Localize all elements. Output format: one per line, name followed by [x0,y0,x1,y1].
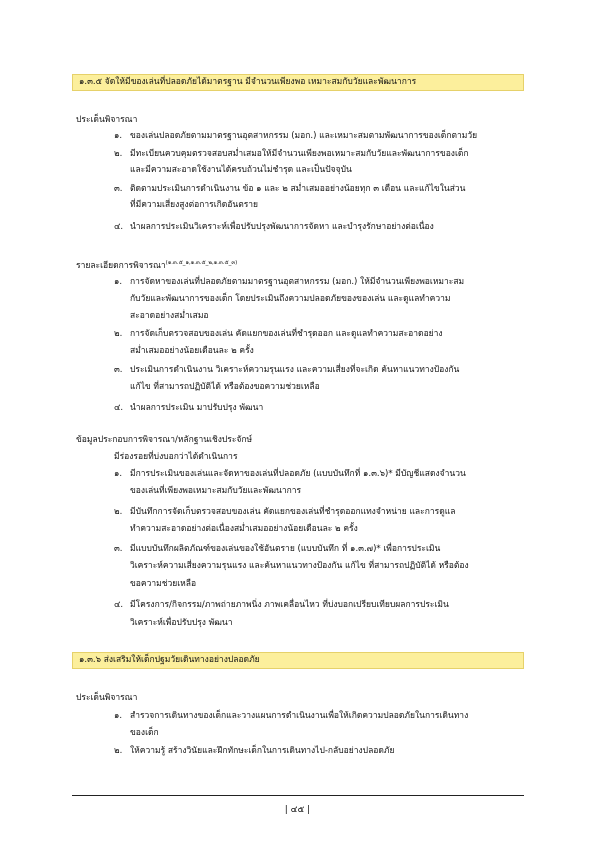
list-item-text: ติดตามประเมินการดำเนินงาน ข้อ ๑ และ ๒ สม่ำเสมออย่างน้อยทุก ๓ เดือน และแก้ไขในส่วน [130,184,466,194]
list-item-text: แก้ไข ที่สามารถปฏิบัติได้ หรือต้องขอความช่วยเหลือ [130,382,320,392]
list-item-text: สำรวจการเดินทางของเด็กและวางแผนการดำเนินงานเพื่อให้เกิดความปลอดภัยในการเดินทาง [130,711,469,721]
list-item-number: ๑. [114,131,123,141]
list-item-number: ๔. [114,600,124,610]
section-title-considerations: ประเด็นพิจารณา [76,115,138,125]
section-subtitle: มีร่องรอยที่บ่งบอกว่าได้ดำเนินการ [114,452,238,462]
list-item-text: ให้ความรู้ สร้างวินัยและฝึกทักษะเด็กในการเดินทางไป-กลับอย่างปลอดภัย [130,746,395,756]
list-item-text: นำผลการประเมินวิเคราะห์เพื่อปรับปรุงพัฒนาการจัดหา และบำรุงรักษาอย่างต่อเนื่อง [130,222,434,232]
list-item-text: และมีความสะอาดใช้งานได้ครบถ้วนไม่ชำรุด และเป็นปัจจุบัน [130,165,352,175]
list-item-text: มีบันทึกการจัดเก็บตรวจสอบของเล่น คัดแยกของเล่นที่ชำรุดออกแทงจำหน่าย และการดูแล [130,507,456,517]
section-title-evidence: ข้อมูลประกอบการพิจารณา/หลักฐานเชิงประจักษ์ [76,435,253,445]
reference-superscript: (๑.๓.๕_๑,๑.๓.๕_๒,๑.๓.๕_๓) [165,260,238,266]
list-item-number: ๑. [114,469,123,479]
list-item-text: มีแบบบันทึกผลิตภัณฑ์ของเล่นของใช้อันตราย (แบบบันทึก ที่ ๑.๓.๗)* เพื่อการประเมิน [130,544,441,554]
list-item-number: ๓. [114,544,123,554]
list-item-number: ๑. [114,711,123,721]
section-title-details [76,257,237,272]
list-item-text: มีการประเมินของเล่นและจัดหาของเล่นที่ปลอดภัย (แบบบันทึกที่ ๑.๓.๖)* มีบัญชีแสดงจำนวน [130,469,466,479]
section-header-1-3-5: ๑.๓.๕ จัดให้มีของเล่นที่ปลอดภัยได้มาตรฐาน มีจำนวนเพียงพอ เหมาะสมกับวัยและพัฒนาการ [72,74,524,91]
list-item-number: ๑. [114,277,123,287]
list-item-number: ๓. [114,365,123,375]
list-item-text: วิเคราะห์เพื่อปรับปรุง พัฒนา [130,618,233,628]
list-item-text: การจัดหาของเล่นที่ปลอดภัยตามมาตรฐานอุตสาหกรรม (มอก.) ให้มีจำนวนเพียงพอเหมาะสม [130,277,465,287]
list-item-number: ๒. [114,746,123,756]
list-item-number: ๔. [114,403,124,413]
footer-divider [72,795,524,796]
list-item-text: ขอความช่วยเหลือ [130,579,197,589]
section-title-considerations: ประเด็นพิจารณา [76,693,138,703]
list-item-text: ที่มีความเสี่ยงสูงต่อการเกิดอันตราย [130,200,259,210]
page-number: | ๔๕ | [284,805,311,815]
list-item-text: ของเล่นที่เพียงพอเหมาะสมกับวัยและพัฒนาการ [130,486,302,496]
list-item-text: ประเมินการดำเนินงาน วิเคราะห์ความรุนแรง และความเสี่ยงที่จะเกิด ค้นหาแนวทางป้องกัน [130,365,460,375]
list-item-text: วิเคราะห์ความเสี่ยงความรุนแรง และค้นหาแนวทางป้องกัน แก้ไข ที่สามารถปฏิบัติได้ หรือต้อง [130,561,469,571]
list-item-text: สะอาดอย่างสม่ำเสมอ [130,311,209,321]
list-item-number: ๒. [114,507,123,517]
list-item-text: มีโครงการ/กิจกรรม/ภาพถ่ายภาพนิ่ง ภาพเคลื่อนไหว ที่บ่งบอกเปรียบเทียบผลการประเมิน [130,600,449,610]
list-item-text: ทำความสะอาดอย่างต่อเนื่องสม่ำเสมออย่างน้อยเดือนละ ๒ ครั้ง [130,524,358,534]
list-item-text: ของเด็ก [130,728,159,738]
list-item-text: สม่ำเสมออย่างน้อยเดือนละ ๒ ครั้ง [130,346,254,356]
list-item-text: มีทะเบียนควบคุมตรวจสอบสม่ำเสมอให้มีจำนวนเพียงพอเหมาะสมกับวัยและพัฒนาการของเด็ก [130,149,469,159]
section-header-1-3-6: ๑.๓.๖ ส่งเสริมให้เด็กปฐมวัยเดินทางอย่างปลอดภัย [72,652,524,669]
list-item-number: ๓. [114,184,123,194]
list-item-number: ๒. [114,149,123,159]
list-item-number: ๒. [114,329,123,339]
list-item-text: กับวัยและพัฒนาการของเด็ก โดยประเมินถึงความปลอดภัยของของเล่น และดูแลทำความ [130,294,451,304]
list-item-text: นำผลการประเมิน มาปรับปรุง พัฒนา [130,403,264,413]
list-item-text: การจัดเก็บตรวจสอบของเล่น คัดแยกของเล่นที่ชำรุดออก และดูแลทำความสะอาดอย่าง [130,329,443,339]
section-title-text: รายละเอียดการพิจารณา [76,260,166,271]
list-item-text: ของเล่นปลอดภัยตามมาตรฐานอุตสาหกรรม (มอก.) และเหมาะสมตามพัฒนาการของเด็กตามวัย [130,131,478,141]
list-item-number: ๔. [114,222,124,232]
